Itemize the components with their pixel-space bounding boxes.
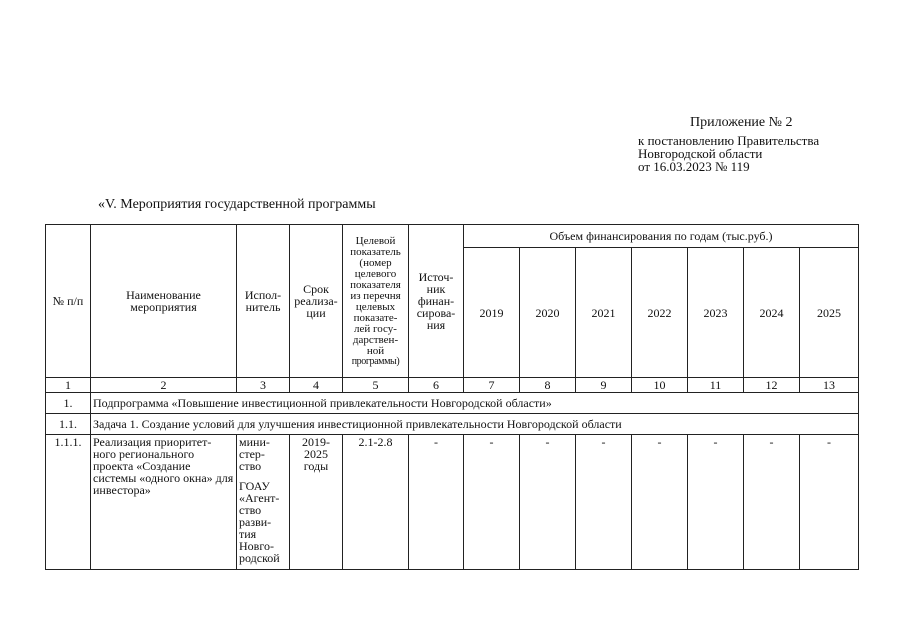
measure-value: -: [520, 435, 576, 570]
task-row: [46, 414, 859, 435]
measure-value: -: [632, 435, 688, 570]
appendix-line-1: к постановлению Правительства: [638, 133, 820, 148]
measure-value: -: [576, 435, 632, 570]
appendix-title: Приложение № 2: [690, 115, 793, 130]
header-year: 2021: [576, 248, 632, 378]
measure-value: -: [800, 435, 859, 570]
measure-value: -: [688, 435, 744, 570]
column-number: 1: [46, 378, 91, 393]
column-number: 3: [237, 378, 290, 393]
column-number: 10: [632, 378, 688, 393]
subprogram-title: Подпрограмма «Повышение инвестиционной привлекательности Новгородской области»: [91, 393, 859, 414]
measure-row: [46, 435, 859, 570]
header-term: Срок реализа- ции: [290, 225, 343, 378]
measure-indicator: 2.1-2.8: [343, 435, 409, 570]
header-year: 2023: [688, 248, 744, 378]
column-number: 12: [744, 378, 800, 393]
measure-term: 2019- 2025 годы: [290, 435, 343, 570]
section-title: «V. Мероприятия государственной программы: [98, 197, 376, 212]
measure-value: -: [464, 435, 520, 570]
column-number: 8: [520, 378, 576, 393]
column-number: 9: [576, 378, 632, 393]
header-executor: Испол- нитель: [237, 225, 290, 378]
measures-table: [45, 224, 859, 570]
header-name: Наименование мероприятия: [91, 225, 237, 378]
task-title: Задача 1. Создание условий для улучшения инвестиционной привлекательности Новгородской области: [91, 414, 859, 435]
column-number: 5: [343, 378, 409, 393]
column-number: 6: [409, 378, 464, 393]
measure-value: -: [744, 435, 800, 570]
measure-name: Реализация приоритет- ного регионального проекта «Создание системы «одного окна» для инвестора»: [91, 435, 237, 570]
executor-agency: ГОАУ «Агент- ство разви- тия Новго- родской: [239, 479, 280, 565]
header-year: 2022: [632, 248, 688, 378]
column-number: 13: [800, 378, 859, 393]
header-indicator-tail: программы): [351, 355, 400, 367]
measure-number: 1.1.1.: [46, 435, 91, 570]
measure-executor: [237, 435, 290, 570]
executor-ministry: мини- стер- ство: [239, 435, 270, 473]
header-year: 2020: [520, 248, 576, 378]
header-row: [46, 225, 859, 248]
appendix-line-2: Новгородской области: [638, 146, 763, 161]
column-number: 7: [464, 378, 520, 393]
task-number: 1.1.: [46, 414, 91, 435]
subprogram-number: 1.: [46, 393, 91, 414]
header-indicator: [343, 225, 409, 378]
header-funding: Объем финансирования по годам (тыс.руб.): [464, 225, 859, 248]
column-number: 2: [91, 378, 237, 393]
column-number-row: [46, 378, 859, 393]
subprogram-row: [46, 393, 859, 414]
measure-source: -: [409, 435, 464, 570]
header-indicator-main: Целевой показатель (номер целевого показателя из перечня целевых показате- лей госу- дарствен- ной: [350, 234, 401, 357]
header-year: 2025: [800, 248, 859, 378]
column-number: 4: [290, 378, 343, 393]
header-year: 2019: [464, 248, 520, 378]
header-source: Источ- ник финан- сирова- ния: [409, 225, 464, 378]
appendix-line-3: от 16.03.2023 № 119: [638, 159, 750, 174]
appendix-reference: [638, 134, 819, 173]
header-year: 2024: [744, 248, 800, 378]
header-no: № п/п: [46, 225, 91, 378]
column-number: 11: [688, 378, 744, 393]
